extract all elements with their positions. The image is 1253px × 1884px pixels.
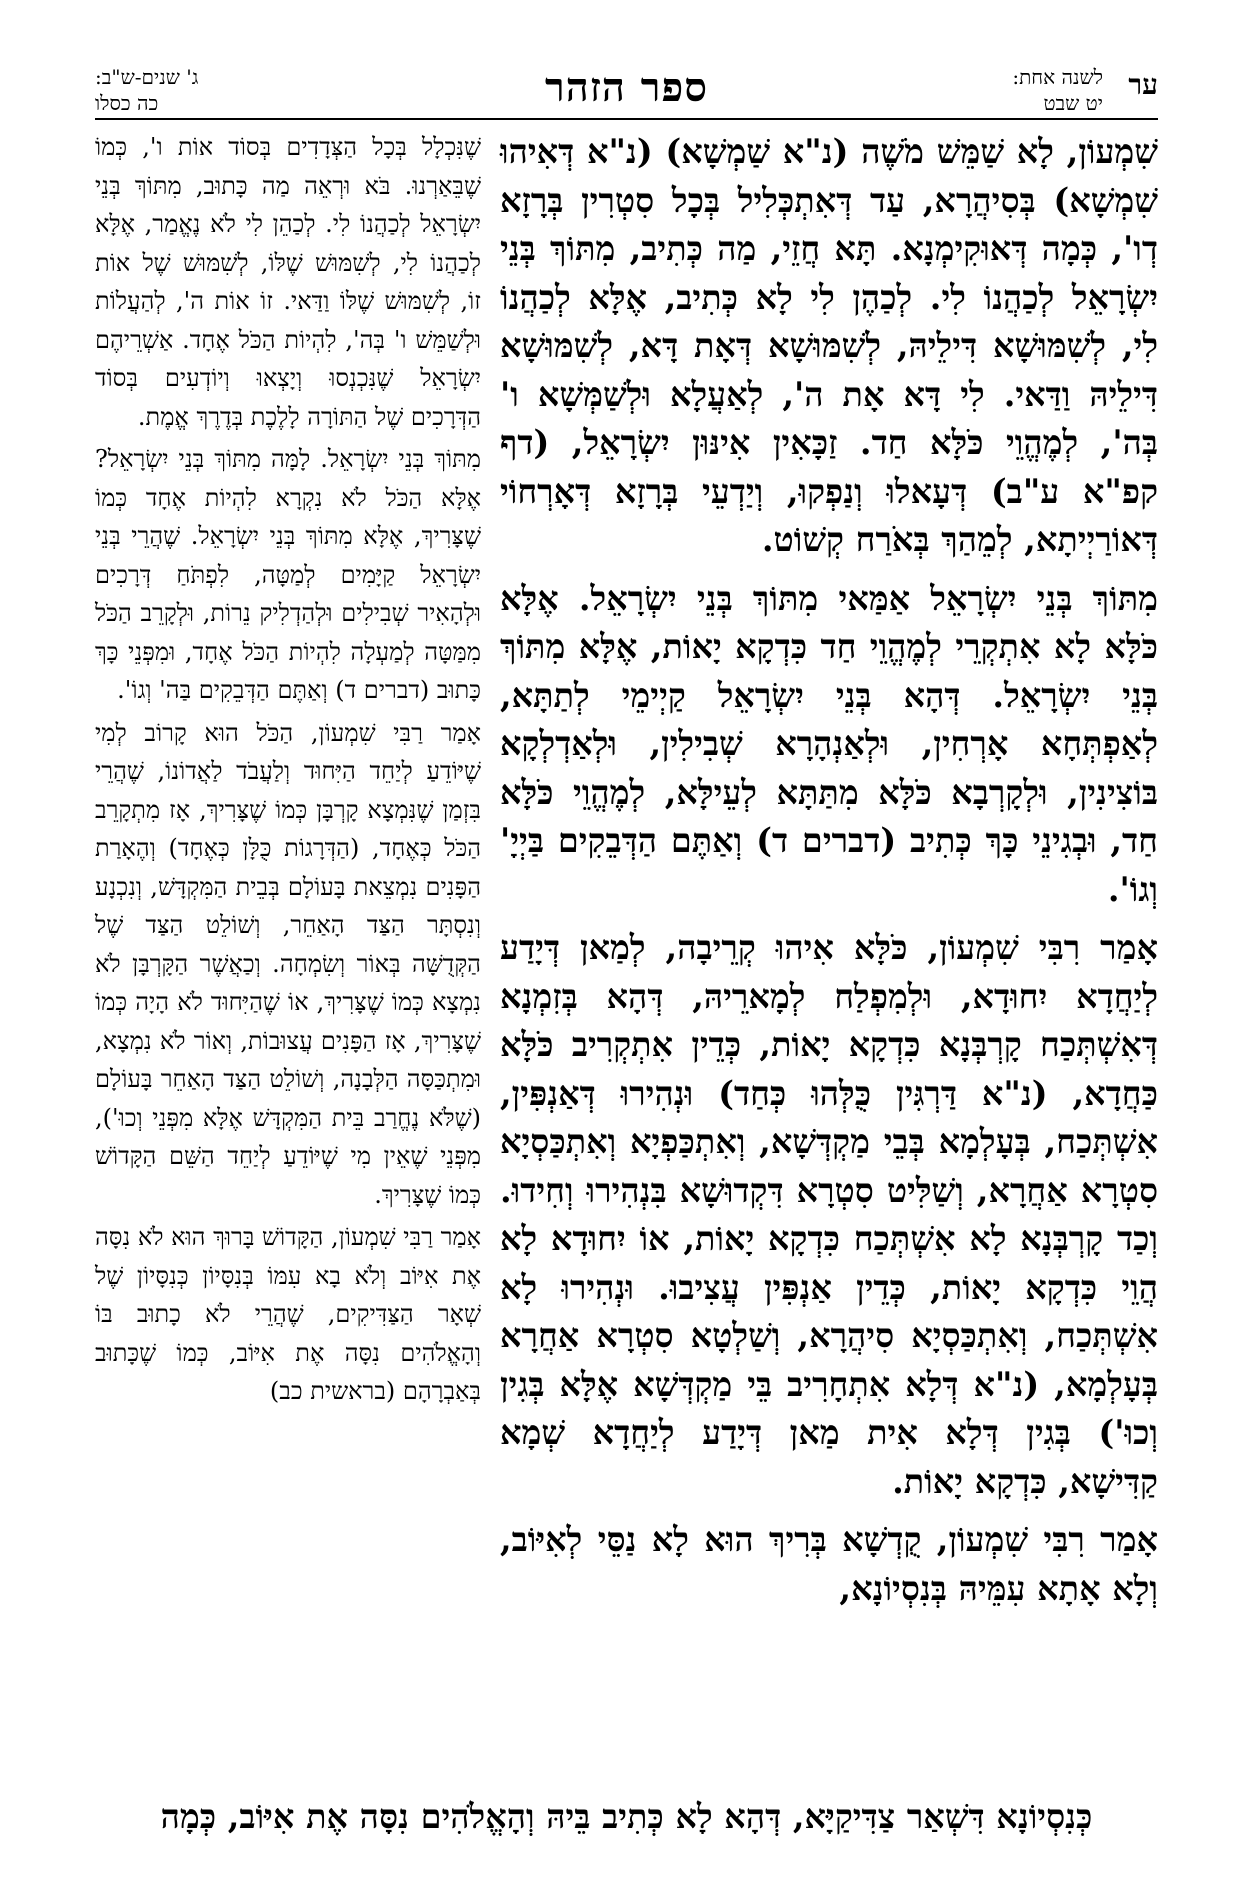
one-year-date: יט שבט (1043, 91, 1103, 115)
main-paragraph: אָמַר רִבִּי שִׁמְעוֹן, כֹּלָּא אִיהוּ קְרֵיבָה, לְמַאן דְּיָדַע לְיַחֲדָא יִחוּדָא, וּלְמִפְלַח לְמָארֵיהּ, דְּהָא בְּזִמְנָא דְּאִשְׁתְּכַח קָרְבְּנָא כִּדְקָא יָאוֹת, כְּדֵין אִתְקְרִיב כֹּלָּא כַּחֲדָא, (נ"א דַּרְגִּין כֻּלְּהוּ כְּחַד) וּנְהִירוּ דְּאַנְפִּין, אִשְׁתְּכַח, בְּעָלְמָא בְּבֵי מַקְדְּשָׁא, וְאִתְכַּפְיָא וְאִתְכַּסְיָא סִטְרָא אַחֲרָא, וְשַׁלִּיט סִטְרָא דִּקְדוּשָׁא בִּנְהִירוּ וְחִידוּ. וְכַד קָרְבְּנָא לָא אִשְׁתְּכַח כִּדְקָא יָאוֹת, אוֹ יִחוּדָא לָא הֲוֵי כִּדְקָא יָאוֹת, כְּדֵין אַנְפִּין עֲצִיבוּ. וּנְהִירוּ לָא אִשְׁתְּכַח, וְאִתְכַּסְיָא סִיהֲרָא, וְשַׁלְטָא סִטְרָא אַחֲרָא בְּעָלְמָא, (נ"א דְּלָא אִתְחָרִיב בֵּי מַקְדְּשָׁא אֶלָּא בְּגִין וְכוּ') בְּגִין דְּלָא אִית מַאן דְּיָדַע לְיַחֲדָא שְׁמָא קַדִּישָׁא, כִּדְקָא יָאוֹת. (500, 928, 1158, 1501)
side-paragraph: אָמַר רַבִּי שִׁמְעוֹן, הַכֹּל הוּא קָרוֹב לְמִי שֶׁיּוֹדֵעַ לְיַחֵד הַיִּחוּד וְלַעֲבֹד לַאֲדוֹנוֹ, שֶׁהֲרֵי בִּזְמַן שֶׁנִּמְצָא קָרְבָּן כְּמוֹ שֶׁצָּרִיךְ, אָז מִתְקָרֵב הַכֹּל כְּאֶחָד, (הַדְּרָגוֹת כֻּלָּן כְּאֶחָד) וְהֶאָרַת הַפָּנִים נִמְצֵאת בָּעוֹלָם בְּבֵית הַמִּקְדָּשׁ, וְנִכְנָע וְנִסְתָּר הַצַּד הָאַחֵר, וְשׁוֹלֵט הַצַּד שֶׁל הַקְּדֻשָּׁה בְּאוֹר וְשִׂמְחָה. וְכַאֲשֶׁר הַקָּרְבָּן לֹא נִמְצָא כְּמוֹ שֶׁצָּרִיךְ, אוֹ שֶׁהַיִּחוּד לֹא הָיָה כְּמוֹ שֶׁצָּרִיךְ, אָז הַפָּנִים עֲצוּבוֹת, וְאוֹר לֹא נִמְצָא, וּמִתְכַּסָּה הַלְּבָנָה, וְשׁוֹלֵט הַצַּד הָאַחֵר בָּעוֹלָם (שֶׁלֹּא נֶחֱרַב בֵּית הַמִּקְדָּשׁ אֶלָּא מִפְּנֵי וְכוּ'), מִפְּנֵי שֶׁאֵין מִי שֶׁיּוֹדֵעַ לְיַחֵד הַשֵּׁם הַקָּדוֹשׁ כְּמוֹ שֶׁצָּרִיךְ. (95, 718, 481, 1209)
side-paragraph: אָמַר רַבִּי שִׁמְעוֹן, הַקָּדוֹשׁ בָּרוּךְ הוּא לֹא נִסָּה אֶת אִיּוֹב וְלֹא בָא עִמּוֹ בְּנִסָּיוֹן כְּנִסָּיוֹן שֶׁל שְׁאָר הַצַּדִּיקִים, שֶׁהֲרֵי לֹא כָתוּב בּוֹ וְהָאֱלֹהִים נִסָּה אֶת אִיּוֹב, כְּמוֹ שֶׁכָּתוּב בְּאַבְרָהָם (בראשית כב) (94, 1223, 481, 1405)
bottom-continuation-line: כְּנִסְיוֹנָא דִּשְׁאַר צַדִּיקַיָּא, דְּהָא לָא כְּתִיב בֵּיהּ וְהָאֱלֹהִים נִסָּה אֶת אִיּוֹב, כְּמָה (160, 1797, 1093, 1836)
main-paragraph: אָמַר רִבִּי שִׁמְעוֹן, קֻדְשָׁא בְּרִיךְ הוּא לָא נַסֵּי לְאִיּוֹב, וְלָא אָתָא עִמֵּיהּ בְּנִסְיוֹנָא, (500, 1520, 1158, 1608)
aramaic-text-column (500, 128, 1158, 1778)
three-year-date: כה כסלו (95, 91, 159, 115)
page-header (95, 64, 1158, 116)
side-paragraph: שֶׁנִּכְלָל בְּכָל הַצְּדָדִים בְּסוֹד אוֹת ו', כְּמוֹ שֶׁבֵּאַרְנוּ. בֹּא וּרְאֵה מַה כָּתוּב, מִתּוֹךְ בְּנֵי יִשְׂרָאֵל לְכַהֲנוֹ לִי. לְכַהֵן לִי לֹא נֶאֱמַר, אֶלָּא לְכַהֲנוֹ לִי, לְשִׁמּוּשׁ שֶׁלּוֹ, לְשִׁמּוּשׁ שֶׁל אוֹת זוֹ, לְשִׁמּוּשׁ שֶׁלּוֹ וַדַּאי. זוֹ אוֹת ה', לְהַעֲלוֹת וּלְשַׁמֵּשׁ ו' בְּה', לִהְיוֹת הַכֹּל אֶחָד. אַשְׁרֵיהֶם יִשְׂרָאֵל שֶׁנִּכְנְסוּ וְיָצְאוּ וְיוֹדְעִים בְּסוֹד הַדְּרָכִים שֶׁל הַתּוֹרָה לָלֶכֶת בְּדֶרֶךְ אֱמֶת. (95, 133, 481, 431)
main-paragraph: מִתּוֹךְ בְּנֵי יִשְׂרָאֵל אַמַּאי מִתּוֹךְ בְּנֵי יִשְׂרָאֵל. אֶלָּא כֹּלָּא לָא אִתְקְרֵי לְמֶהֱוֵי חַד כִּדְקָא יָאוֹת, אֶלָּא מִתּוֹךְ בְּנֵי יִשְׂרָאֵל. דְּהָא בְּנֵי יִשְׂרָאֵל קַיְימֵי לְתַתָּא, לְאַפְתְּחָא אָרְחִין, וּלְאַנְהָרָא שְׁבִילִין, וּלְאַדְלְקָא בּוֹצִינִין, וּלְקָרְבָא כֹּלָּא מִתַּתָּא לְעֵילָּא, לְמֶהֱוֵי כֹּלָּא חַד, וּבְגִינֵי כָּךְ כְּתִיב (דברים ד) וְאַתֶּם הַדְּבֵקִים בַּיְיָ' וְגוֹ'. (500, 578, 1158, 909)
three-year-label: ג' שנים-ש"ב: (95, 65, 199, 89)
side-paragraph: מִתּוֹךְ בְּנֵי יִשְׂרָאֵל. לָמָּה מִתּוֹךְ בְּנֵי יִשְׂרָאֵל? אֶלָּא הַכֹּל לֹא נִקְרָא לִהְיוֹת אֶחָד כְּמוֹ שֶׁצָּרִיךְ, אֶלָּא מִתּוֹךְ בְּנֵי יִשְׂרָאֵל. שֶׁהֲרֵי בְּנֵי יִשְׂרָאֵל קַיָּמִים לְמַטָּה, לִפְתֹּחַ דְּרָכִים וּלְהָאִיר שְׁבִילִים וּלְהַדְלִיק נֵרוֹת, וּלְקָרֵב הַכֹּל מִמַּטָּה לְמַעְלָה לִהְיוֹת הַכֹּל אֶחָד, וּמִפְּנֵי כָּךְ כָּתוּב (דברים ד) וְאַתֶּם הַדְּבֵקִים בַּה' וְגוֹ'. (95, 445, 481, 704)
main-paragraph: שִׁמְעוֹן, לָא שַׁמֵּשׁ מֹשֶׁה (נ"א שַׁמְשָׁא) (נ"א דְּאִיהוּ שִׁמְשָׁא) בְּסִיהֲרָא, עַד דְּאִתְכְּלִיל בְּכָל סִטְרִין בְּרָזָא דְו', כְּמָה דְּאוּקִימְנָא. תָּא חֲזֵי, מַה כְּתִיב, מִתּוֹךְ בְּנֵי יִשְׂרָאֵל לְכַהֲנוֹ לִי. לְכַהֶן לִי לָא כְּתִיב, אֶלָּא לְכַהֲנוֹ לִי, לְשִׁמּוּשָׁא דִּילֵיהּ, לְשִׁמּוּשָׁא דְּאָת דָּא, לְשִׁמּוּשָׁא דִּילֵיהּ וַדַּאי. לִי דָּא אָת ה', לְאַעֲלָא וּלְשַׁמְּשָׁא ו' בְּה', לְמֶהֱוֵי כֹּלָּא חַד. זַכָּאִין אִינּוּן יִשְׂרָאֵל, (דף קפ"א ע"ב) דְּעָאלוּ וְנַפְקוּ, וְיַדְעֵי בְּרָזָא דְּאָרְחוֹי דְּאוֹרַיְיתָא, לְמֵהַךְ בְּאֹרַח קְשׁוֹט. (500, 132, 1158, 559)
book-title: ספר הזהר (545, 64, 708, 111)
one-year-label: לשנה אחת: (1012, 65, 1103, 89)
hebrew-translation-column (95, 128, 481, 1828)
three-year-schedule (95, 64, 198, 116)
header-rule (95, 118, 1158, 120)
page-number: ער (1128, 68, 1158, 101)
